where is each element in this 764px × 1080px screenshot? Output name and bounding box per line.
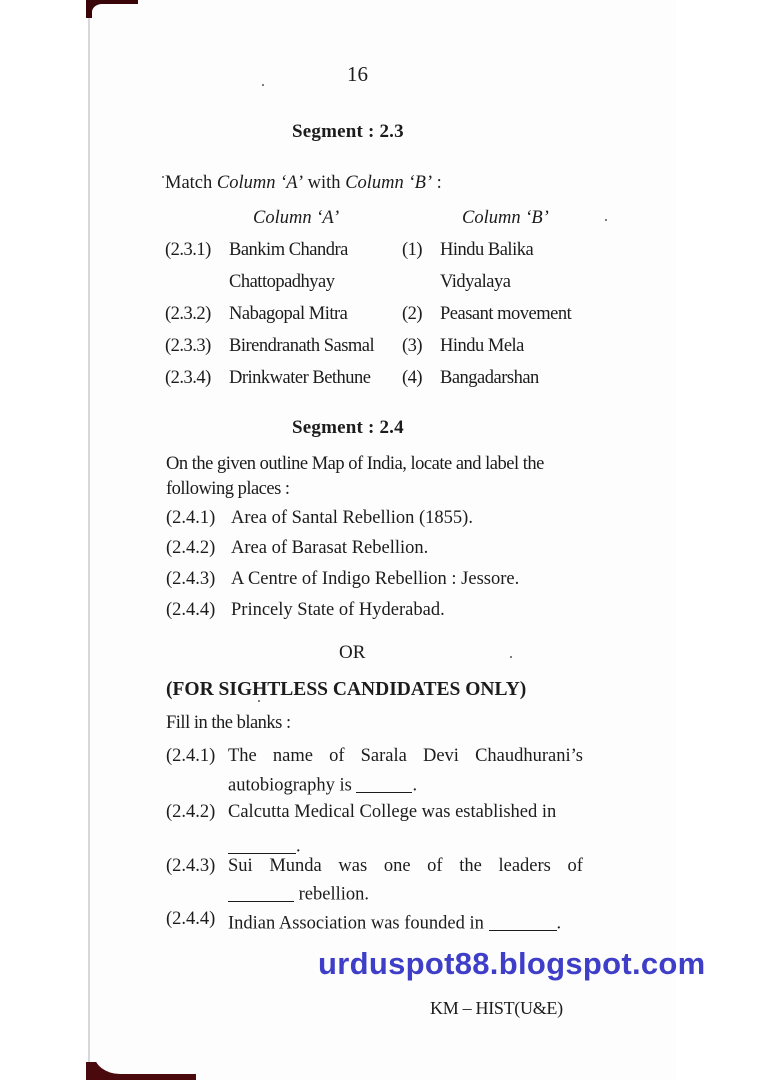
- match-column-b-item: Bangadarshan: [440, 368, 539, 388]
- blank-item-text: Calcutta Medical College was established in: [228, 802, 557, 822]
- map-item-text: Princely State of Hyderabad.: [231, 600, 445, 620]
- match-column-b-number: (2): [402, 304, 423, 324]
- match-row-number: (2.3.1): [165, 240, 211, 260]
- blank-item-text: rebellion.: [298, 884, 370, 905]
- print-speck: [262, 84, 264, 86]
- map-item-text: Area of Barasat Rebellion.: [231, 538, 429, 558]
- match-column-a-item: Birendranath Sasmal: [229, 336, 375, 356]
- print-speck: [605, 219, 607, 221]
- match-instruction: [165, 173, 442, 194]
- word: of: [567, 856, 583, 876]
- instruction-suffix: :: [432, 173, 442, 193]
- match-column-b-number: (4): [402, 368, 423, 388]
- page-corner-top: [92, 4, 152, 24]
- fill-blanks-instruction: Fill in the blanks :: [166, 713, 291, 733]
- answer-blank: [356, 773, 412, 793]
- word: name: [272, 746, 313, 766]
- blank-item-line: [228, 832, 301, 858]
- or-divider: OR: [339, 642, 366, 663]
- word: of: [427, 856, 443, 876]
- map-item-text: A Centre of Indigo Rebellion : Jessore.: [231, 569, 520, 589]
- word: the: [459, 856, 482, 876]
- map-item-number: (2.4.3): [166, 569, 216, 589]
- period: .: [412, 775, 418, 796]
- page-number: 16: [347, 62, 368, 86]
- blank-item-line: [228, 746, 583, 767]
- sightless-candidates-heading: (FOR SIGHTLESS CANDIDATES ONLY): [166, 679, 527, 700]
- paper-code: KM – HIST(U&E): [430, 998, 563, 1018]
- word: Devi: [422, 746, 459, 766]
- word: of: [329, 746, 345, 766]
- match-column-b-item: Peasant movement: [440, 304, 572, 324]
- blank-item-line: [228, 880, 369, 906]
- print-speck: [510, 656, 512, 658]
- match-column-b-item: Hindu Balika: [440, 240, 534, 260]
- column-b-header: Column ‘B’: [462, 208, 549, 228]
- word: Sui: [228, 856, 253, 876]
- instruction-middle: with: [303, 173, 346, 193]
- word: Munda: [269, 856, 322, 876]
- map-instruction: On the given outline Map of India, locate and label the following places :: [166, 454, 544, 499]
- answer-blank: [489, 911, 557, 931]
- blank-item-line: [228, 771, 417, 797]
- instruction-col-b: Column ‘B’: [345, 173, 433, 193]
- match-column-b-number: (3): [402, 336, 423, 356]
- word: Chaudhurani’s: [475, 746, 583, 766]
- period: .: [296, 836, 301, 857]
- match-column-b-item-cont: Vidyalaya: [440, 272, 511, 292]
- blank-item-number: (2.4.1): [166, 746, 216, 766]
- print-speck: [162, 176, 164, 178]
- map-item-number: (2.4.1): [166, 508, 216, 528]
- blank-item-number: (2.4.2): [166, 802, 216, 822]
- segment-2-4-heading: Segment : 2.4: [292, 417, 404, 438]
- map-item-text: Area of Santal Rebellion (1855).: [231, 508, 473, 528]
- instruction-prefix: Match: [165, 173, 217, 193]
- watermark-link[interactable]: urduspot88.blogspot.com: [318, 946, 706, 981]
- blank-item-line: [228, 909, 561, 935]
- word: Sarala: [360, 746, 407, 766]
- instruction-col-a: Column ‘A’: [216, 173, 304, 193]
- answer-blank: [228, 882, 294, 902]
- blank-item-number: (2.4.4): [166, 909, 216, 929]
- match-column-a-item: Drinkwater Bethune: [229, 368, 371, 388]
- match-column-a-item: Nabagopal Mitra: [229, 304, 348, 324]
- match-column-a-item: Bankim Chandra: [229, 240, 348, 260]
- blank-item-text: Indian Association was founded in: [228, 913, 484, 934]
- segment-2-3-heading: Segment : 2.3: [292, 121, 404, 142]
- word: The: [228, 746, 257, 766]
- blank-item-text: autobiography is: [228, 775, 352, 796]
- word: leaders: [498, 856, 551, 876]
- map-item-number: (2.4.4): [166, 600, 216, 620]
- blank-item-line: [228, 856, 583, 877]
- column-a-header: Column ‘A’: [253, 208, 340, 228]
- page-corner-bottom: [94, 1040, 234, 1074]
- blank-item-number: (2.4.3): [166, 856, 216, 876]
- match-row-number: (2.3.3): [165, 336, 211, 356]
- answer-blank: [228, 834, 296, 854]
- match-column-b-item: Hindu Mela: [440, 336, 524, 356]
- period: .: [556, 913, 562, 934]
- word: one: [383, 856, 411, 876]
- match-row-number: (2.3.4): [165, 368, 211, 388]
- map-item-number: (2.4.2): [166, 538, 216, 558]
- match-column-b-number: (1): [402, 240, 423, 260]
- match-column-a-item-cont: Chattopadhyay: [229, 272, 335, 292]
- match-row-number: (2.3.2): [165, 304, 211, 324]
- word: was: [338, 856, 368, 876]
